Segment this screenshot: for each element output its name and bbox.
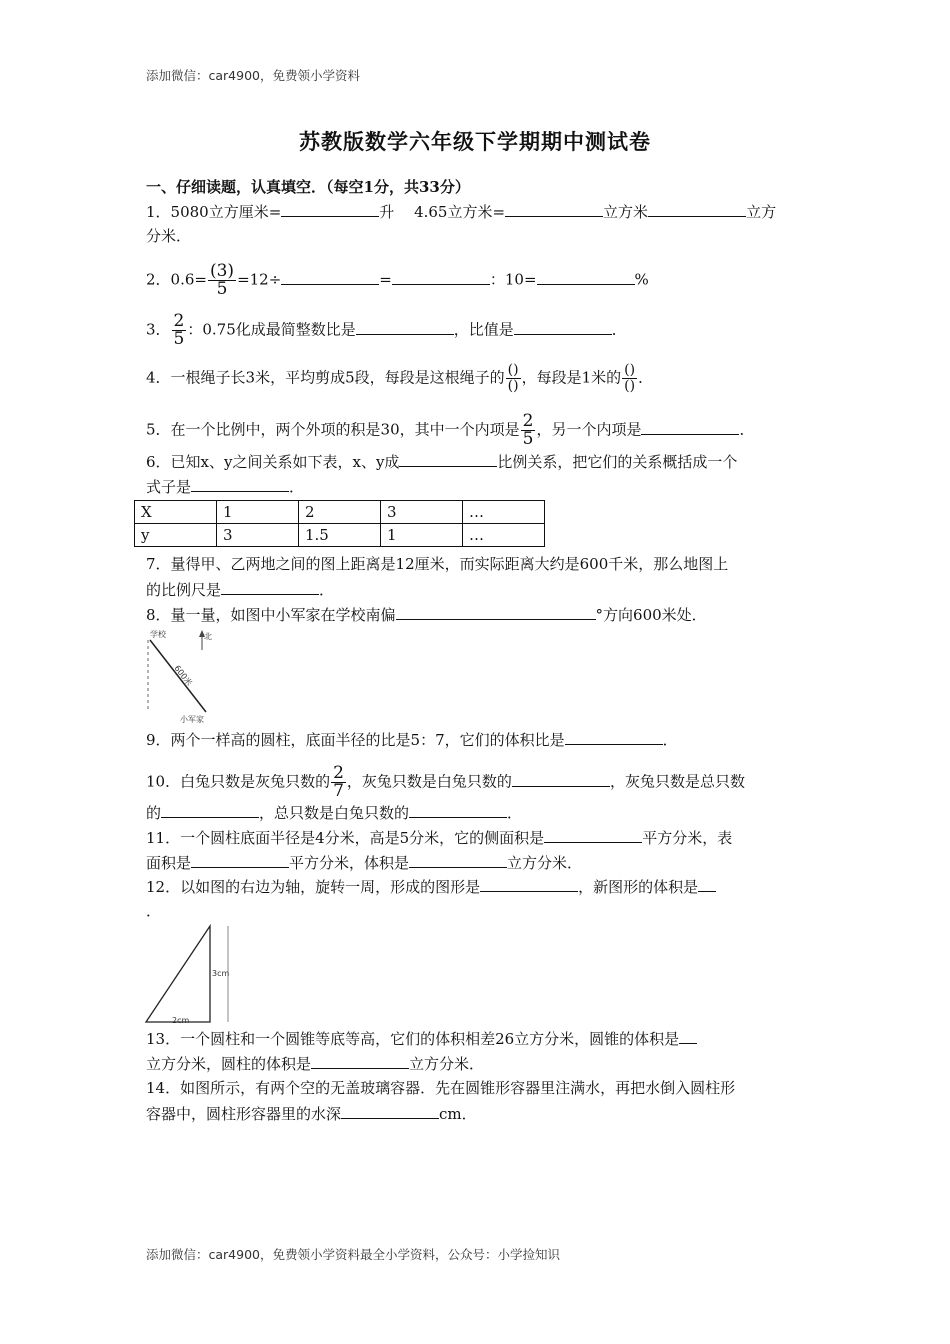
fraction: $\frac{2}{5}$ [173,311,185,349]
xy-table [134,500,545,547]
answer-blank[interactable] [221,579,319,595]
table-row [135,501,545,524]
answer-blank[interactable] [409,852,507,868]
page-header: 添加微信：car4900，免费领小学资料 [146,68,360,83]
distance-label: 600米 [172,663,194,688]
answer-blank[interactable] [537,269,635,285]
table-cell: 3 [381,501,463,524]
page-footer: 添加微信：car4900，免费领小学资料最全小学资料，公众号：小学捡知识 [146,1247,560,1262]
answer-blank[interactable] [392,269,490,285]
question-2: 2．0.6= $\frac{(3)}{5}$ =12÷ = ：10= % [146,261,649,299]
question-12-cont: ． [146,902,162,920]
fraction: $\frac{2}{5}$ [522,411,534,449]
question-10-cont: 的 ，总只数是白兔只数的 ． [146,804,523,822]
table-cell: X [135,501,217,524]
question-14-cont: 容器中，圆柱形容器里的水深 cm． [146,1105,477,1123]
table-row [135,524,545,547]
answer-blank[interactable] [480,876,578,892]
section-heading: 一、仔细读题，认真填空．（每空1分，共33分） [146,178,470,196]
table-cell: 2 [299,501,381,524]
page-title: 苏教版数学六年级下学期期中测试卷 [299,129,651,154]
school-label: 学校 [150,630,166,639]
table-cell: 1 [381,524,463,547]
answer-blank[interactable] [341,1103,439,1119]
answer-blank[interactable] [396,604,596,620]
table-cell: 1.5 [299,524,381,547]
answer-blank[interactable] [356,319,454,335]
home-label: 小军家 [180,715,204,724]
table-cell: … [463,524,545,547]
answer-blank[interactable] [512,771,610,787]
answer-blank[interactable] [641,419,739,435]
answer-blank[interactable] [698,876,716,892]
question-13: 13．一个圆柱和一个圆锥等底等高，它们的体积相差26立方分米，圆锥的体积是 [146,1028,697,1049]
question-12: 12．以如图的右边为轴，旋转一周，形成的图形是 ，新图形的体积是 [146,876,716,897]
answer-blank[interactable] [514,319,612,335]
question-13-cont: 立方分米，圆柱的体积是 立方分米． [146,1055,485,1073]
table-cell: y [135,524,217,547]
question-7-cont: 的比例尺是 ． [146,581,335,599]
question-5: 5．在一个比例中，两个外项的积是30，其中一个内项是 $\frac{2}{5}$ ，另一个内项是 ． [146,411,755,449]
answer-blank[interactable] [648,201,746,217]
table-cell: … [463,501,545,524]
fraction: $\frac{()}{()}$ [507,362,519,394]
question-4: 4．一根绳子长3米，平均剪成5段，每段是这根绳子的 $\frac{()}{()}$ ，每段是1米的 $\frac{()}{()}$ ． [146,362,654,394]
question-11-cont: 面积是 平方分米，体积是 立方分米． [146,854,583,872]
height-label: 3cm [212,969,230,978]
answer-blank[interactable] [281,201,379,217]
question-10: 10．白兔只数是灰兔只数的 $\frac{2}{7}$ ，灰兔只数是白兔只数的 ，灰兔只数是总只数 [146,763,745,801]
fraction: $\frac{(3)}{5}$ [209,261,235,299]
fraction: $\frac{()}{()}$ [624,362,636,394]
fraction: $\frac{2}{7}$ [333,763,344,801]
question-6-cont: 式子是 ． [146,478,305,496]
question-11: 11．一个圆柱底面半径是4分米，高是5分米，它的侧面积是 平方分米，表 [146,829,733,847]
question-7: 7．量得甲、乙两地之间的图上距离是12厘米，而实际距离大约是600千米，那么地图上 [146,555,729,573]
map-figure [144,628,224,724]
answer-blank[interactable] [399,451,497,467]
question-14: 14．如图所示，有两个空的无盖玻璃容器．先在圆锥形容器里注满水，再把水倒入圆柱形 [146,1079,736,1097]
answer-blank[interactable] [191,476,289,492]
answer-blank[interactable] [679,1028,697,1044]
answer-blank[interactable] [505,201,603,217]
answer-blank[interactable] [281,269,379,285]
question-9: 9．两个一样高的圆柱，底面半径的比是5：7，它们的体积比是 ． [146,731,678,749]
answer-blank[interactable] [161,802,259,818]
triangle-figure [144,922,234,1026]
question-8: 8．量一量，如图中小军家在学校南偏 °方向600米处． [146,606,707,624]
answer-blank[interactable] [544,827,642,843]
answer-blank[interactable] [311,1053,409,1069]
base-label: 2cm [172,1016,190,1025]
north-label: 北 [204,632,212,641]
answer-blank[interactable] [191,852,289,868]
table-cell: 3 [217,524,299,547]
answer-blank[interactable] [565,729,663,745]
question-1-cont: 分米． [146,227,192,245]
answer-blank[interactable] [409,802,507,818]
question-1: 1．5080立方厘米= 升 4.65立方米= 立方米 立方 [146,203,777,221]
table-cell: 1 [217,501,299,524]
question-3: 3． $\frac{2}{5}$ ：0.75化成最简整数比是 ，比值是 ． [146,311,627,349]
question-6: 6．已知x、y之间关系如下表，x、y成 比例关系，把它们的关系概括成一个 [146,453,738,471]
right-triangle [146,926,210,1022]
